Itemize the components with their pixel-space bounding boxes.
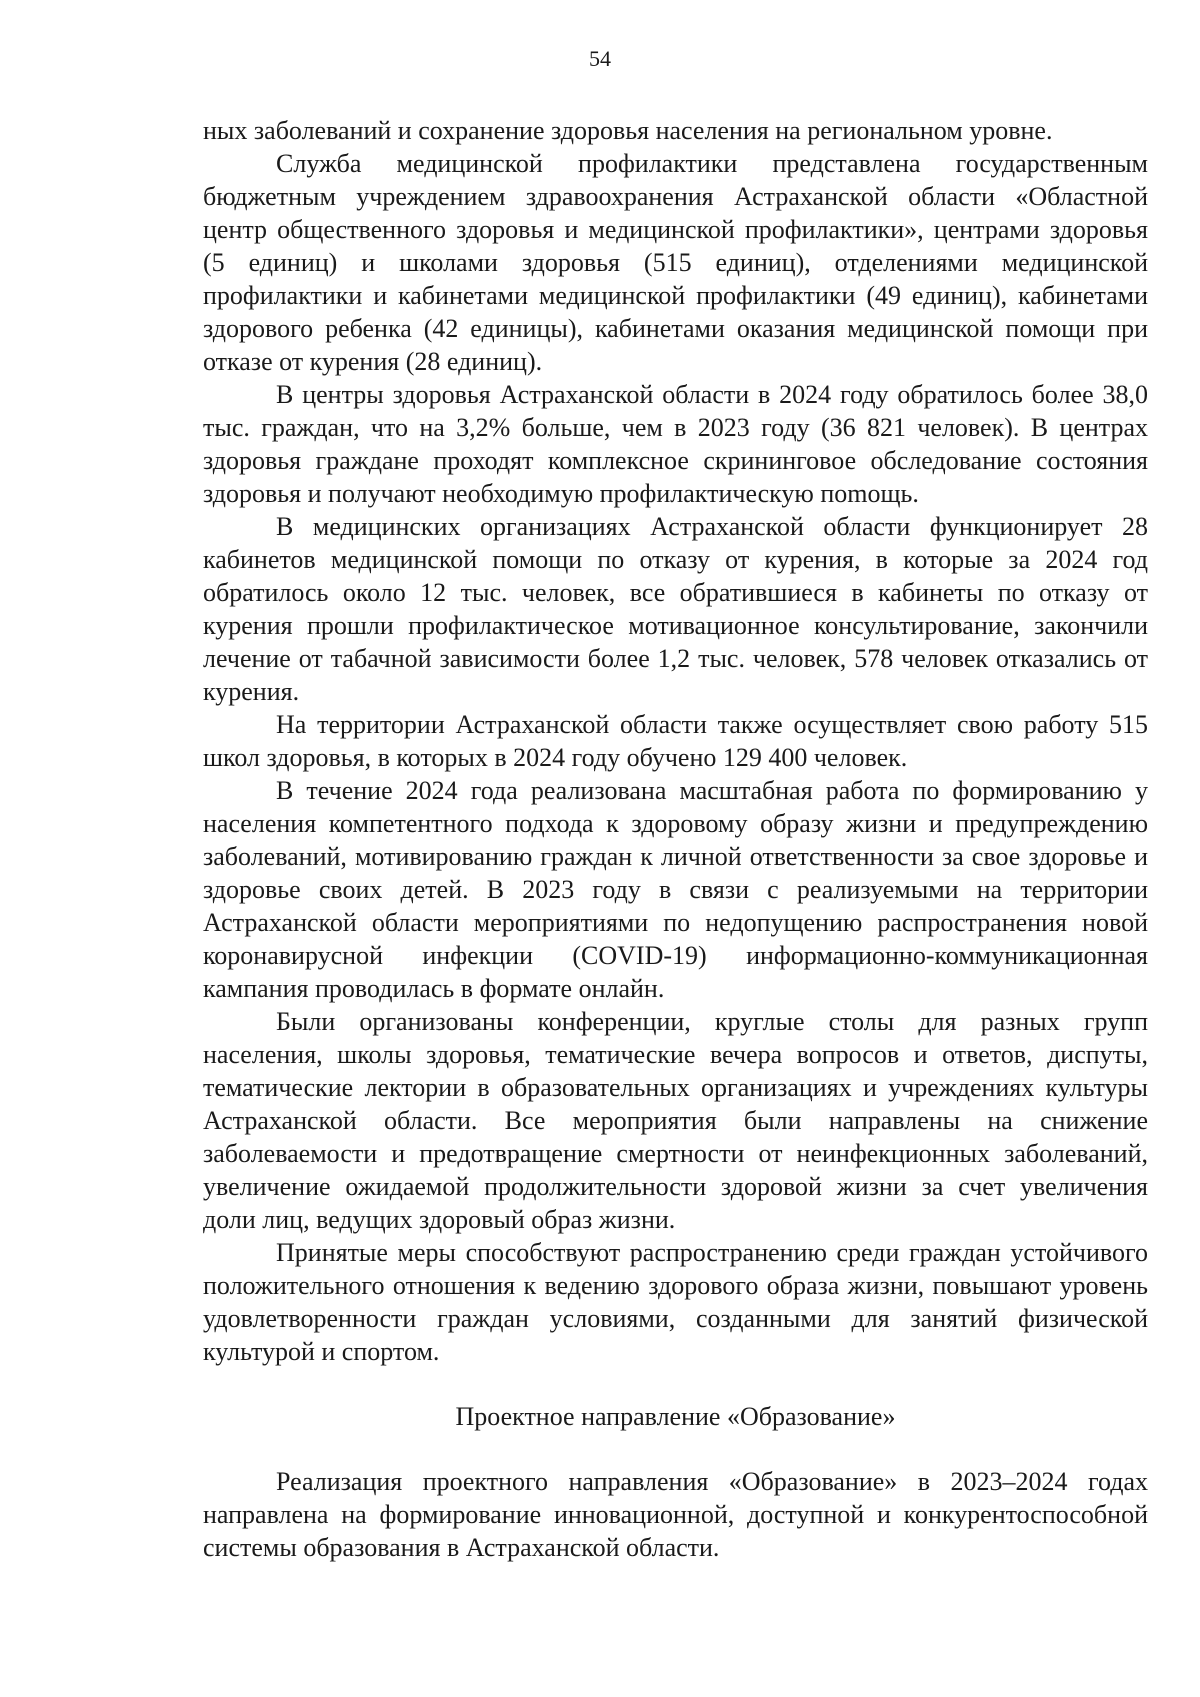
section-heading: Проектное направление «Образование» [455, 1402, 896, 1431]
paragraph-education-direction: Реализация проектного направления «Образование» в 2023–2024 годах направлена на формирование инновационной, доступной и конкурентоспособной системы образования в Астраханской области. [203, 1467, 1148, 1562]
paragraph-continuation: ных заболеваний и сохранение здоровья населения на региональном уровне. [203, 116, 1053, 145]
paragraph-events: Были организованы конференции, круглые столы для разных групп населения, школы здоровья, тематические вечера вопросов и ответов, диспуты, тематические лектории в образовательных организациях и учреждениях культуры Астраханской области. Все мероприятия были направлены на снижение заболеваемости и предотвращение смертности от неинфекционных заболеваний, увеличение ожидаемой продолжительности здоровой жизни за счет увеличения доли лиц, ведущих здоровый образ жизни. [203, 1007, 1148, 1234]
paragraph-health-schools: На территории Астраханской области также осуществляет свою работу 515 школ здоровья, в которых в 2024 году обучено 129 400 человек. [203, 710, 1148, 772]
page-number: 54 [589, 46, 611, 71]
paragraph-healthy-lifestyle-work: В течение 2024 года реализована масштабная работа по формированию у населения компетентного подхода к здоровому образу жизни и предупреждению заболеваний, мотивированию граждан к личной ответственности за свое здоровье и здоровье своих детей. В 2023 году в связи с реализуемыми на территории Астраханской области мероприятиями по недопущению распространения новой коронавирусной инфекции (COVID-19) информационно-коммуникационная кампания проводилась в формате онлайн. [203, 776, 1148, 1003]
paragraph-measures: Принятые меры способствуют распространению среди граждан устойчивого положительного отношения к ведению здорового образа жизни, повышают уровень удовлетворенности граждан условиями, созданными для занятий физической культурой и спортом. [203, 1238, 1148, 1366]
paragraph-medical-prevention-service: Служба медицинской профилактики представлена государственным бюджетным учреждением здравоохранения Астраханской области «Областной центр общественного здоровья и медицинской профилактики», центрами здоровья (5 единиц) и школами здоровья (515 единиц), отделениями медицинской профилактики и кабинетами медицинской профилактики (49 единиц), кабинетами здорового ребенка (42 единицы), кабинетами оказания медицинской помощи при отказе от курения (28 единиц). [203, 149, 1148, 376]
paragraph-smoking-cessation: В медицинских организациях Астраханской области функционирует 28 кабинетов медицинской помощи по отказу от курения, в которые за 2024 год обратилось около 12 тыс. человек, все обратившиеся в кабинеты по отказу от курения прошли профилактическое мотивационное консультирование, закончили лечение от табачной зависимости более 1,2 тыс. человек, 578 человек отказались от курения. [203, 512, 1148, 706]
document-body [203, 114, 1148, 1564]
paragraph-health-centers: В центры здоровья Астраханской области в 2024 году обратилось более 38,0 тыс. граждан, что на 3,2% больше, чем в 2023 году (36 821 человек). В центрах здоровья граждане проходят комплексное скрининговое обследование состояния здоровья и получают необходимую профилактическую поmощь. [203, 380, 1148, 508]
